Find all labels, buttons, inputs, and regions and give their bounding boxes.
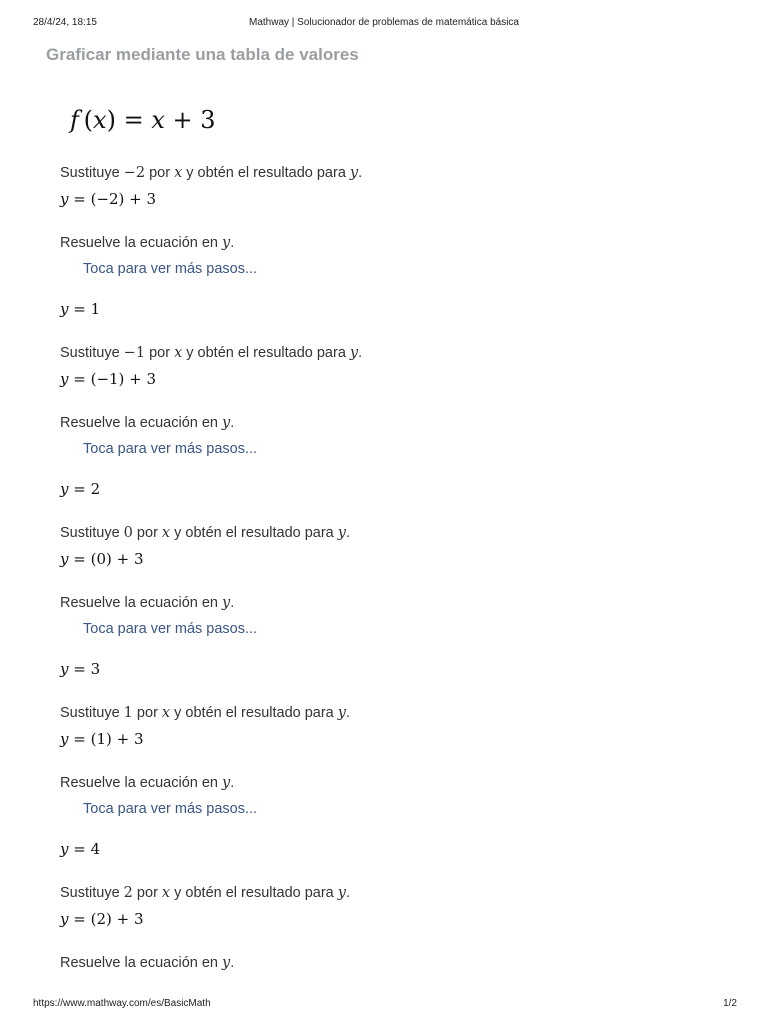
solve-text: Resuelve la ecuación en xyxy=(60,595,223,611)
for-word: por xyxy=(145,345,175,361)
substitute-word: Sustituye xyxy=(60,165,124,181)
y-variable: y xyxy=(337,525,346,541)
substitute-instruction: Sustituye 0 por x y obtén el resultado para y. xyxy=(60,525,351,541)
result-equation: y = 3 xyxy=(60,660,101,678)
for-word: por xyxy=(132,525,162,541)
solve-instruction: Resuelve la ecuación en y. xyxy=(60,955,235,971)
more-steps-link[interactable]: Toca para ver más pasos... xyxy=(83,441,258,457)
more-steps-link[interactable]: Toca para ver más pasos... xyxy=(83,801,258,817)
print-date: 28/4/24, 18:15 xyxy=(33,17,97,28)
result-equation: y = 1 xyxy=(60,300,101,318)
print-url: https://www.mathway.com/es/BasicMath xyxy=(33,998,211,1009)
substitute-word: Sustituye xyxy=(60,885,124,901)
print-footer xyxy=(0,997,768,1011)
result-equation: y = 2 xyxy=(60,480,101,498)
x-value: 2 xyxy=(123,885,133,901)
x-variable: x xyxy=(174,345,183,361)
substitute-word: Sustituye xyxy=(60,705,124,721)
more-steps-link[interactable]: Toca para ver más pasos... xyxy=(83,261,258,277)
y-variable: y xyxy=(222,415,231,431)
substitute-instruction: Sustituye 1 por x y obtén el resultado para y. xyxy=(60,705,351,721)
y-variable: y xyxy=(222,955,231,971)
substitute-instruction: Sustituye −1 por x y obtén el resultado para y. xyxy=(60,345,363,361)
print-header xyxy=(0,16,768,30)
substitute-word: Sustituye xyxy=(60,525,124,541)
get-result-text: y obtén el resultado para xyxy=(182,165,350,181)
substitution-equation: y = (−2) + 3 xyxy=(60,190,157,208)
x-value: −1 xyxy=(123,345,146,361)
x-variable: x xyxy=(161,705,171,721)
for-word: por xyxy=(132,705,162,721)
solve-instruction: Resuelve la ecuación en y. xyxy=(60,235,235,251)
y-variable: y xyxy=(349,345,359,361)
substitution-equation: y = (0) + 3 xyxy=(60,550,144,568)
get-result-text: y obtén el resultado para xyxy=(182,345,350,361)
substitute-instruction: Sustituye −2 por x y obtén el resultado para y. xyxy=(60,165,363,181)
function-formula: f (x) = x + 3 xyxy=(70,106,216,134)
solve-text: Resuelve la ecuación en xyxy=(60,235,223,251)
y-variable: y xyxy=(222,595,231,611)
for-word: por xyxy=(145,165,175,181)
for-word: por xyxy=(132,885,162,901)
x-variable: x xyxy=(174,165,183,181)
y-variable: y xyxy=(337,885,346,901)
get-result-text: y obtén el resultado para xyxy=(170,705,338,721)
y-variable: y xyxy=(349,165,359,181)
substitution-equation: y = (2) + 3 xyxy=(60,910,144,928)
y-variable: y xyxy=(337,705,346,721)
x-value: 1 xyxy=(123,705,133,721)
substitution-equation: y = (−1) + 3 xyxy=(60,370,157,388)
get-result-text: y obtén el resultado para xyxy=(170,525,338,541)
section-title: Graficar mediante una tabla de valores xyxy=(46,45,359,64)
x-variable: x xyxy=(161,525,171,541)
substitute-instruction: Sustituye 2 por x y obtén el resultado para y. xyxy=(60,885,351,901)
result-equation: y = 4 xyxy=(60,840,101,858)
print-page-title: Mathway | Solucionador de problemas de matemática básica xyxy=(249,17,519,28)
solve-text: Resuelve la ecuación en xyxy=(60,955,223,971)
print-page-number: 1/2 xyxy=(723,998,737,1009)
solve-instruction: Resuelve la ecuación en y. xyxy=(60,595,235,611)
substitution-equation: y = (1) + 3 xyxy=(60,730,144,748)
solve-text: Resuelve la ecuación en xyxy=(60,415,223,431)
solve-text: Resuelve la ecuación en xyxy=(60,775,223,791)
x-value: 0 xyxy=(123,525,133,541)
substitute-word: Sustituye xyxy=(60,345,124,361)
more-steps-link[interactable]: Toca para ver más pasos... xyxy=(83,621,258,637)
x-variable: x xyxy=(161,885,171,901)
y-variable: y xyxy=(222,775,231,791)
solve-instruction: Resuelve la ecuación en y. xyxy=(60,775,235,791)
get-result-text: y obtén el resultado para xyxy=(170,885,338,901)
solve-instruction: Resuelve la ecuación en y. xyxy=(60,415,235,431)
x-value: −2 xyxy=(123,165,146,181)
y-variable: y xyxy=(222,235,231,251)
